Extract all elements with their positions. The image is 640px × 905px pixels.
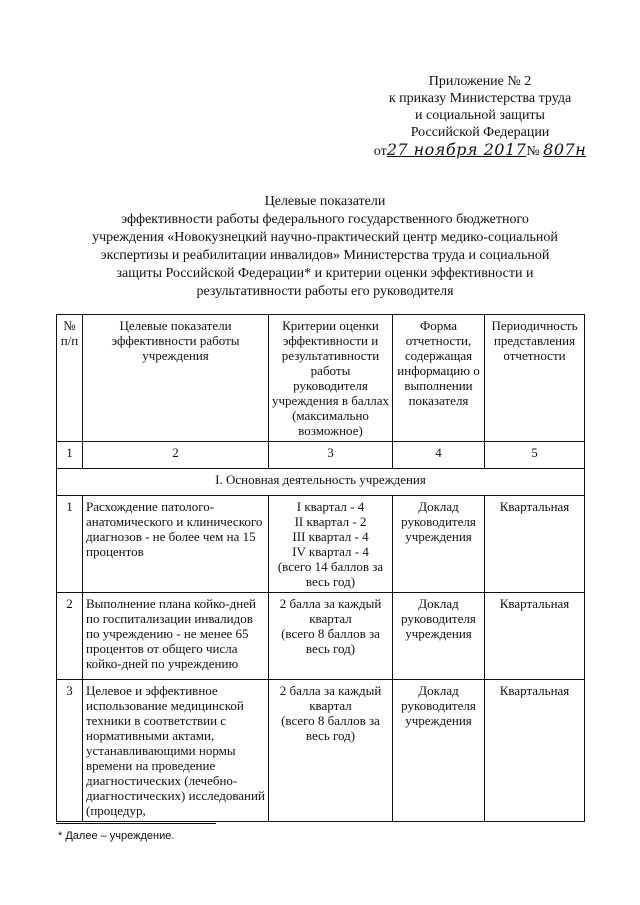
report-form-cell: Доклад руководителя учреждения [393, 680, 485, 822]
date-prefix: от [373, 144, 387, 159]
indicators-table [56, 314, 585, 822]
column-number: 2 [83, 442, 269, 469]
criteria-line: (всего 8 баллов за весь год) [281, 626, 380, 656]
footnote-divider [56, 823, 216, 824]
appendix-line: Российской Федерации [410, 125, 550, 140]
header-cell: Критерии оценки эффективности и результативности работы руководителя учреждения в баллах (максимально возможное) [269, 315, 393, 442]
header-cell: № п/п [57, 315, 83, 442]
document-title [80, 193, 570, 301]
appendix-block [370, 73, 590, 160]
footnote: * Далее – учреждение. [58, 830, 175, 842]
row-number: 1 [57, 496, 83, 593]
column-number: 3 [269, 442, 393, 469]
column-number: 4 [393, 442, 485, 469]
indicator-cell: Расхождение патолого-анатомического и клинического диагнозов - не более чем на 15 процентов [83, 496, 269, 593]
criteria-line: II квартал - 2 [294, 514, 367, 529]
handwritten-date: 27 ноября 2017 [386, 140, 527, 159]
criteria-line: 2 балла за каждый квартал [279, 683, 382, 713]
criteria-cell [269, 593, 393, 680]
table-row [57, 496, 585, 593]
title-line: результативности работы его руководителя [196, 284, 454, 299]
table-row [57, 680, 585, 822]
title-line: эффективности работы федерального государственного бюджетного [121, 212, 529, 227]
row-number: 3 [57, 680, 83, 822]
section-title: I. Основная деятельность учреждения [57, 469, 585, 496]
row-number: 2 [57, 593, 83, 680]
title-line: экспертизы и реабилитации инвалидов» Министерства труда и социальной [100, 248, 550, 263]
criteria-line: III квартал - 4 [292, 529, 369, 544]
header-cell: Форма отчетности, содержащая информацию о выполнении показателя [393, 315, 485, 442]
title-line: учреждения «Новокузнецкий научно-практический центр медико-социальной [92, 230, 558, 245]
period-cell: Квартальная [485, 496, 585, 593]
column-number-row [57, 442, 585, 469]
indicator-cell: Выполнение плана койко-дней по госпитализации инвалидов по учреждению - не менее 65 процентов от общего числа койко-дней по учреждению [83, 593, 269, 680]
appendix-line: и социальной защиты [415, 108, 545, 123]
criteria-cell [269, 680, 393, 822]
criteria-cell [269, 496, 393, 593]
header-cell: Периодичность представления отчетности [485, 315, 585, 442]
criteria-line: 2 балла за каждый квартал [279, 596, 382, 626]
criteria-line: (всего 14 баллов за весь год) [277, 559, 384, 589]
order-date-line [370, 141, 590, 160]
report-form-cell: Доклад руководителя учреждения [393, 593, 485, 680]
appendix-line: к приказу Министерства труда [388, 91, 572, 106]
report-form-cell: Доклад руководителя учреждения [393, 496, 485, 593]
criteria-line: (всего 8 баллов за весь год) [281, 713, 380, 743]
appendix-line: Приложение № 2 [428, 74, 532, 89]
table-row [57, 593, 585, 680]
column-number: 1 [57, 442, 83, 469]
table-header-row [57, 315, 585, 442]
header-cell: Целевые показатели эффективности работы учреждения [83, 315, 269, 442]
handwritten-number: 807н [543, 140, 587, 159]
period-cell: Квартальная [485, 593, 585, 680]
title-line: Целевые показатели [264, 194, 386, 209]
number-label: № [526, 144, 540, 159]
title-line: защиты Российской Федерации* и критерии оценки эффективности и [116, 266, 534, 281]
indicator-cell: Целевое и эффективное использование медицинской техники в соответствии с нормативными актами, устанавливающими нормы времени на проведение диагностических (лечебно-диагностических) исследований (процедур, [83, 680, 269, 822]
criteria-line: IV квартал - 4 [292, 544, 369, 559]
section-row [57, 469, 585, 496]
criteria-line: I квартал - 4 [296, 499, 365, 514]
period-cell: Квартальная [485, 680, 585, 822]
column-number: 5 [485, 442, 585, 469]
